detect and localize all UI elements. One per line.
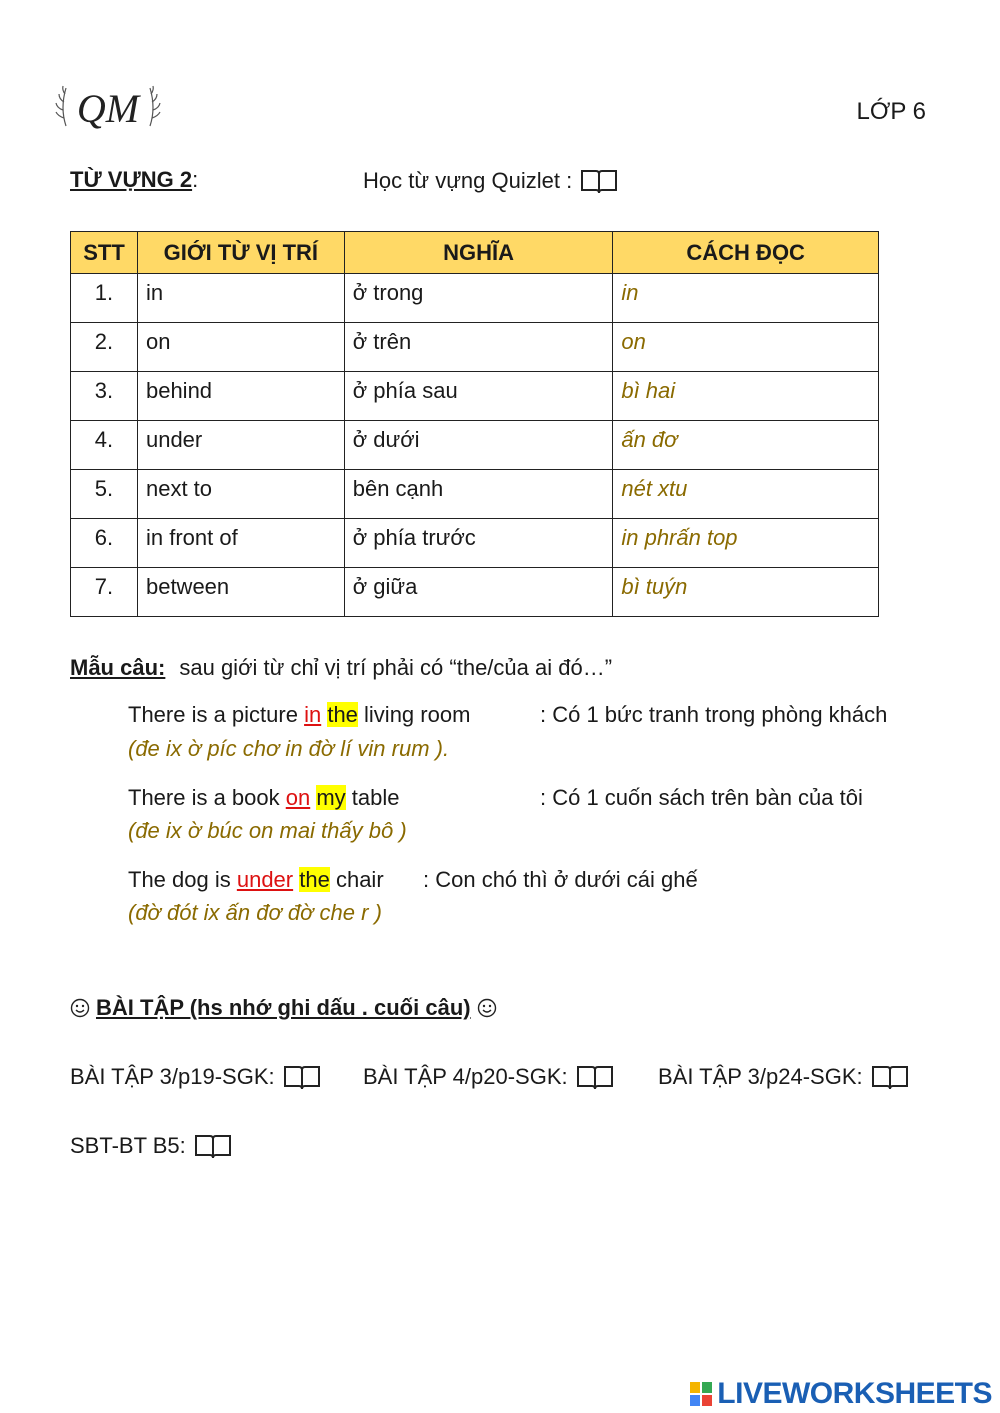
example-text: The dog is [128, 867, 237, 892]
example-sentence [128, 867, 384, 893]
book-icon[interactable] [194, 1132, 232, 1160]
example-preposition: under [236, 867, 294, 892]
example-text: There is a picture [128, 702, 305, 727]
row-number: 6. [71, 519, 138, 568]
example-text: chair [329, 867, 384, 892]
table-row [71, 372, 879, 421]
row-word: between [137, 568, 344, 617]
example-pronunciation: (đờ đót ix ấn đơ đờ che r ) [128, 900, 382, 925]
task-label: BÀI TẬP 3/p24-SGK: [658, 1064, 863, 1089]
liveworksheets-logo-icon [689, 1381, 713, 1407]
example-determiner: my [316, 785, 346, 810]
table-row [71, 323, 879, 372]
example-text: living room [357, 702, 471, 727]
pattern-label: Mẫu câu: [70, 655, 166, 680]
task-label: BÀI TẬP 3/p19-SGK: [70, 1064, 275, 1089]
row-number: 7. [71, 568, 138, 617]
row-meaning: ở trong [344, 274, 613, 323]
quizlet-label: Học từ vựng Quizlet : [363, 168, 573, 193]
table-row [71, 470, 879, 519]
row-meaning: ở giữa [344, 568, 613, 617]
example-meaning: : Con chó thì ở dưới cái ghế [423, 867, 698, 892]
example-preposition: in [304, 702, 322, 727]
qm-logo [52, 78, 164, 136]
logo-text: QM [76, 86, 140, 131]
row-word: behind [137, 372, 344, 421]
row-number: 2. [71, 323, 138, 372]
task-item [70, 1132, 232, 1160]
header-pronunciation: CÁCH ĐỌC [613, 232, 879, 274]
row-number: 4. [71, 421, 138, 470]
example-text: table [345, 785, 400, 810]
example-meaning: : Có 1 cuốn sách trên bàn của tôi [540, 785, 863, 810]
row-meaning: ở phía trước [344, 519, 613, 568]
example-text: There is a book [128, 785, 286, 810]
header-preposition: GIỚI TỪ VỊ TRÍ [137, 232, 344, 274]
task-item [70, 1063, 321, 1091]
book-icon[interactable] [580, 167, 618, 195]
table-row [71, 568, 879, 617]
task-item [658, 1063, 909, 1091]
task-label: SBT-BT B5: [70, 1133, 186, 1158]
book-icon[interactable] [576, 1063, 614, 1091]
liveworksheets-brand[interactable] [689, 1377, 992, 1411]
table-row [71, 421, 879, 470]
row-word: under [137, 421, 344, 470]
brand-text: LIVEWORKSHEETS [717, 1377, 992, 1410]
task-label: BÀI TẬP 4/p20-SGK: [363, 1064, 568, 1089]
book-icon[interactable] [283, 1063, 321, 1091]
row-word: in [137, 274, 344, 323]
row-number: 3. [71, 372, 138, 421]
row-word: on [137, 323, 344, 372]
table-row [71, 519, 879, 568]
example-pronunciation: (đe ix ờ píc chơ in đờ lí vin rum ). [128, 736, 450, 761]
row-number: 5. [71, 470, 138, 519]
row-pronunciation: on [613, 323, 879, 372]
row-pronunciation: bì tuýn [613, 568, 879, 617]
row-pronunciation: bì hai [613, 372, 879, 421]
row-word: next to [137, 470, 344, 519]
quizlet-link [363, 167, 618, 195]
row-pronunciation: nét xtu [613, 470, 879, 519]
smiley-icon [477, 998, 497, 1018]
smiley-icon [70, 998, 90, 1018]
task-item [363, 1063, 614, 1091]
table-row [71, 274, 879, 323]
example-pronunciation: (đe ix ờ búc on mai thấy bô ) [128, 818, 407, 843]
example-sentence [128, 702, 470, 728]
table-header-row [71, 232, 879, 274]
example-sentence [128, 785, 400, 811]
row-meaning: ở dưới [344, 421, 613, 470]
vocab-title-colon: : [192, 167, 199, 192]
row-pronunciation: ấn đơ [613, 421, 879, 470]
header-stt: STT [71, 232, 138, 274]
vocab-table [70, 231, 879, 617]
vocab-title: TỪ VỰNG 2 [70, 167, 193, 192]
vocab-heading [70, 167, 198, 193]
row-word: in front of [137, 519, 344, 568]
exercise-title: BÀI TẬP (hs nhớ ghi dấu . cuối câu) [96, 995, 471, 1020]
example-determiner: the [299, 867, 330, 892]
row-pronunciation: in [613, 274, 879, 323]
pattern-text: sau giới từ chỉ vị trí phải có “the/của ai đó…” [179, 655, 613, 680]
exercise-heading [70, 995, 497, 1021]
example-determiner: the [327, 702, 358, 727]
grade-label: LỚP 6 [856, 98, 926, 125]
example-preposition: on [285, 785, 311, 810]
header-meaning: NGHĨA [344, 232, 613, 274]
row-pronunciation: in phrấn top [613, 519, 879, 568]
sentence-pattern [70, 655, 612, 681]
row-meaning: ở phía sau [344, 372, 613, 421]
row-meaning: ở trên [344, 323, 613, 372]
book-icon[interactable] [871, 1063, 909, 1091]
example-meaning: : Có 1 bức tranh trong phòng khách [540, 702, 888, 727]
row-meaning: bên cạnh [344, 470, 613, 519]
row-number: 1. [71, 274, 138, 323]
